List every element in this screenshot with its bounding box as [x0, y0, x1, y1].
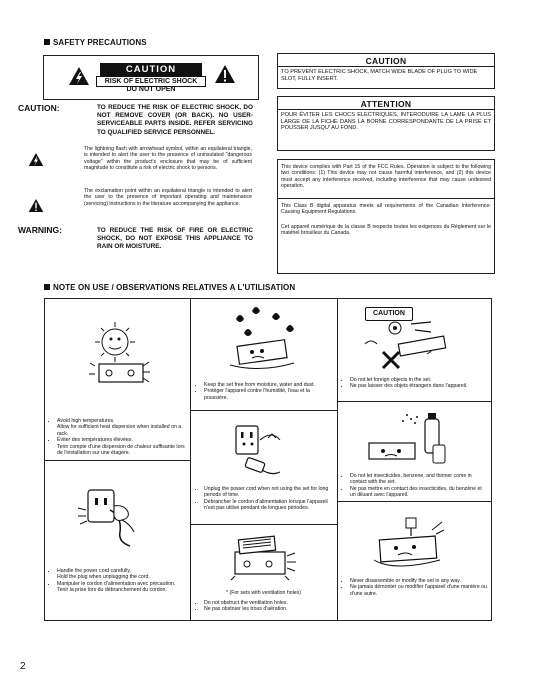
heat-line-2: Allow for sufficient heat dispersion when installed on a rack.	[57, 424, 182, 437]
caution-plug-text: TO PREVENT ELECTRIC SHOCK, MATCH WIDE BLADE OF PLUG TO WIDE SLOT, FULLY INSERT.	[281, 69, 478, 82]
exclamation-explanation: The exclamation point within an equilateral triangle is intended to alert the user to the presence of important operating and maintenance (servicing) instructions in the literature accompanying the appliance.	[84, 188, 252, 207]
caution-plug-divider	[277, 66, 495, 67]
risk-shock-line: RISK OF ELECTRIC SHOCK	[96, 76, 206, 87]
square-bullet-icon	[44, 284, 50, 290]
ventilation-illustration	[225, 530, 305, 584]
square-bullet-icon	[44, 39, 50, 45]
lightning-small-icon	[28, 152, 44, 167]
note-title-text: NOTE ON USE / OBSERVATIONS RELATIVES A L'UTILISATION	[53, 283, 296, 292]
caution-banner: CAUTION	[100, 63, 202, 76]
safety-section-title	[44, 38, 147, 47]
moisture-bullets	[197, 382, 331, 401]
ventilation-caption: * (For sets with ventilation holes)	[226, 590, 301, 596]
disassemble-illustration	[370, 510, 450, 572]
lightning-explanation: The lightning flash with arrowhead symbol, within an equilateral triangle, is intended to alert the user to the presence of uninsulated "dangerous voltage" within the product's enclosure that may be of sufficient magnitude to constitute a risk of electric shock to persons.	[84, 146, 252, 172]
page-number: 2	[20, 661, 26, 672]
foreign-bullet-en: • Do not let foreign objects in the set.	[350, 377, 488, 383]
ventilation-bullet-fr: • Ne pas obstruer les trous d'aération.	[204, 606, 331, 612]
fcc-text: This device complies with Part 15 of the FCC Rules. Operation is subject to the following two conditions: (1) This device may not cause harmful interference, and (2) this device must accept any interference received, including interference that may cause undesired operation.	[281, 164, 491, 190]
cord-line-3: Manipuler le cordon d'alimentation avec précaution.	[57, 580, 176, 587]
cord-line-2: Hold the plug when unplugging the cord.	[57, 574, 150, 581]
warning-text: TO REDUCE THE RISK OF FIRE OR ELECTRIC SHOCK, DO NOT EXPOSE THIS APPLIANCE TO RAIN OR MOISTURE.	[97, 227, 253, 251]
grid-row-divider-mid-2	[190, 524, 337, 525]
insecticide-illustration	[355, 405, 451, 469]
cord-line-1: Handle the power cord carefully.	[57, 568, 132, 574]
fcc-divider	[277, 198, 495, 199]
exclamation-triangle-icon	[214, 64, 236, 84]
power-cord-illustration	[70, 480, 150, 550]
disassemble-bullet-en: • Never disassemble or modify the set in any way.	[350, 578, 488, 584]
cord-bullet-en	[57, 568, 186, 581]
unplug-bullet-en: • Unplug the power cord when not using the set for long periods of time.	[204, 486, 331, 499]
attention-heading: ATTENTION	[360, 99, 412, 109]
lightning-triangle-icon	[68, 66, 90, 86]
caution-text: TO REDUCE THE RISK OF ELECTRIC SHOCK, DO NOT REMOVE COVER (OR BACK). NO USER-SERVICEABLE PARTS INSIDE. REFER SERVICING TO QUALIFIED SERVICE PERSONNEL.	[97, 104, 253, 136]
attention-divider	[277, 109, 495, 110]
grid-col-divider-2	[337, 298, 338, 621]
unplug-bullet-fr: • Débrancher le cordon d'alimentation lorsque l'appareil n'est pas utilisé pendant de longues périodes.	[204, 499, 331, 512]
ventilation-bullet-en: • Do not obstruct the ventilation holes.	[204, 600, 331, 606]
attention-text: POUR ÉVITER LES CHOCS ELECTRIQUES, INTERODUIRE LA LAME LA PLUS LARGE DE LA FICHE DANS LA BORNE CORRESPONDANTE DE LA PRISE ET POUSSER JUSQU' AU FOND.	[281, 112, 491, 132]
heat-line-3: Éviter des températures élevées.	[57, 437, 133, 444]
insecticide-bullet-fr: • Ne pas mettre en contact des insecticides, du benzène et un diluant avec l'appareil.	[350, 486, 488, 499]
heat-line-1: Avoid high temperatures.	[57, 418, 115, 424]
insecticide-bullet-en: • Do not let insecticides, benzene, and thinner come in contact with the set.	[350, 473, 488, 486]
unplug-illustration	[228, 420, 288, 480]
foreign-bullets	[343, 377, 488, 390]
grid-col-divider-1	[190, 298, 191, 621]
cord-bullets	[50, 568, 186, 594]
classb-english: This Class B digital apparatus meets all requirements of the Canadian Interference-Causing Equipment Regulations.	[281, 203, 491, 216]
warning-prefix: WARNING:	[18, 225, 62, 235]
heat-bullet-en	[57, 418, 186, 437]
disassemble-bullets	[343, 578, 488, 597]
classb-french: Cet appareil numérique de la classe B respecte toutes les exigences du Règlement sur le matériel brouilleur du Canada.	[281, 224, 491, 237]
insecticide-bullets	[343, 473, 488, 499]
disassemble-bullet-fr: • Ne jamais démonter ou modifier l'appareil d'une manière ou d'une autre.	[350, 584, 488, 597]
unplug-bullets	[197, 486, 331, 512]
moisture-bullet-en: • Keep the set free from moisture, water and dust.	[204, 382, 331, 388]
grid-row-divider-right-2	[337, 501, 492, 502]
grid-row-divider-left	[44, 460, 190, 461]
ventilation-bullets	[197, 600, 331, 613]
safety-title-text: SAFETY PRECAUTIONS	[53, 38, 147, 47]
foreign-objects-illustration	[355, 318, 455, 374]
heat-bullets	[50, 418, 186, 456]
caution-tag: CAUTION	[365, 307, 413, 321]
caution-prefix: CAUTION:	[18, 103, 60, 113]
heat-bullet-fr	[57, 437, 186, 456]
grid-row-divider-mid-1	[190, 410, 337, 411]
cord-line-4: Tenir la prise lors du débranchement du cordon.	[57, 587, 167, 594]
note-section-title	[44, 283, 295, 292]
exclamation-small-icon	[28, 198, 44, 213]
caution-plug-heading: CAUTION	[365, 56, 407, 66]
grid-row-divider-right-1	[337, 401, 492, 402]
heat-line-4: Tenir compte d'une dispersion de chaleur suffisante lors de l'installation sur une étagère.	[57, 443, 185, 457]
heat-sun-illustration	[85, 318, 155, 390]
moisture-bullet-fr: • Protéger l'appareil contre l'humidité, l'eau et la poussière.	[204, 388, 331, 401]
do-not-open-line: DO NOT OPEN	[126, 86, 176, 93]
cord-bullet-fr	[57, 581, 186, 594]
moisture-illustration	[222, 305, 302, 375]
foreign-bullet-fr: • Ne pas laisser des objets étrangers dans l'appareil.	[350, 383, 488, 389]
